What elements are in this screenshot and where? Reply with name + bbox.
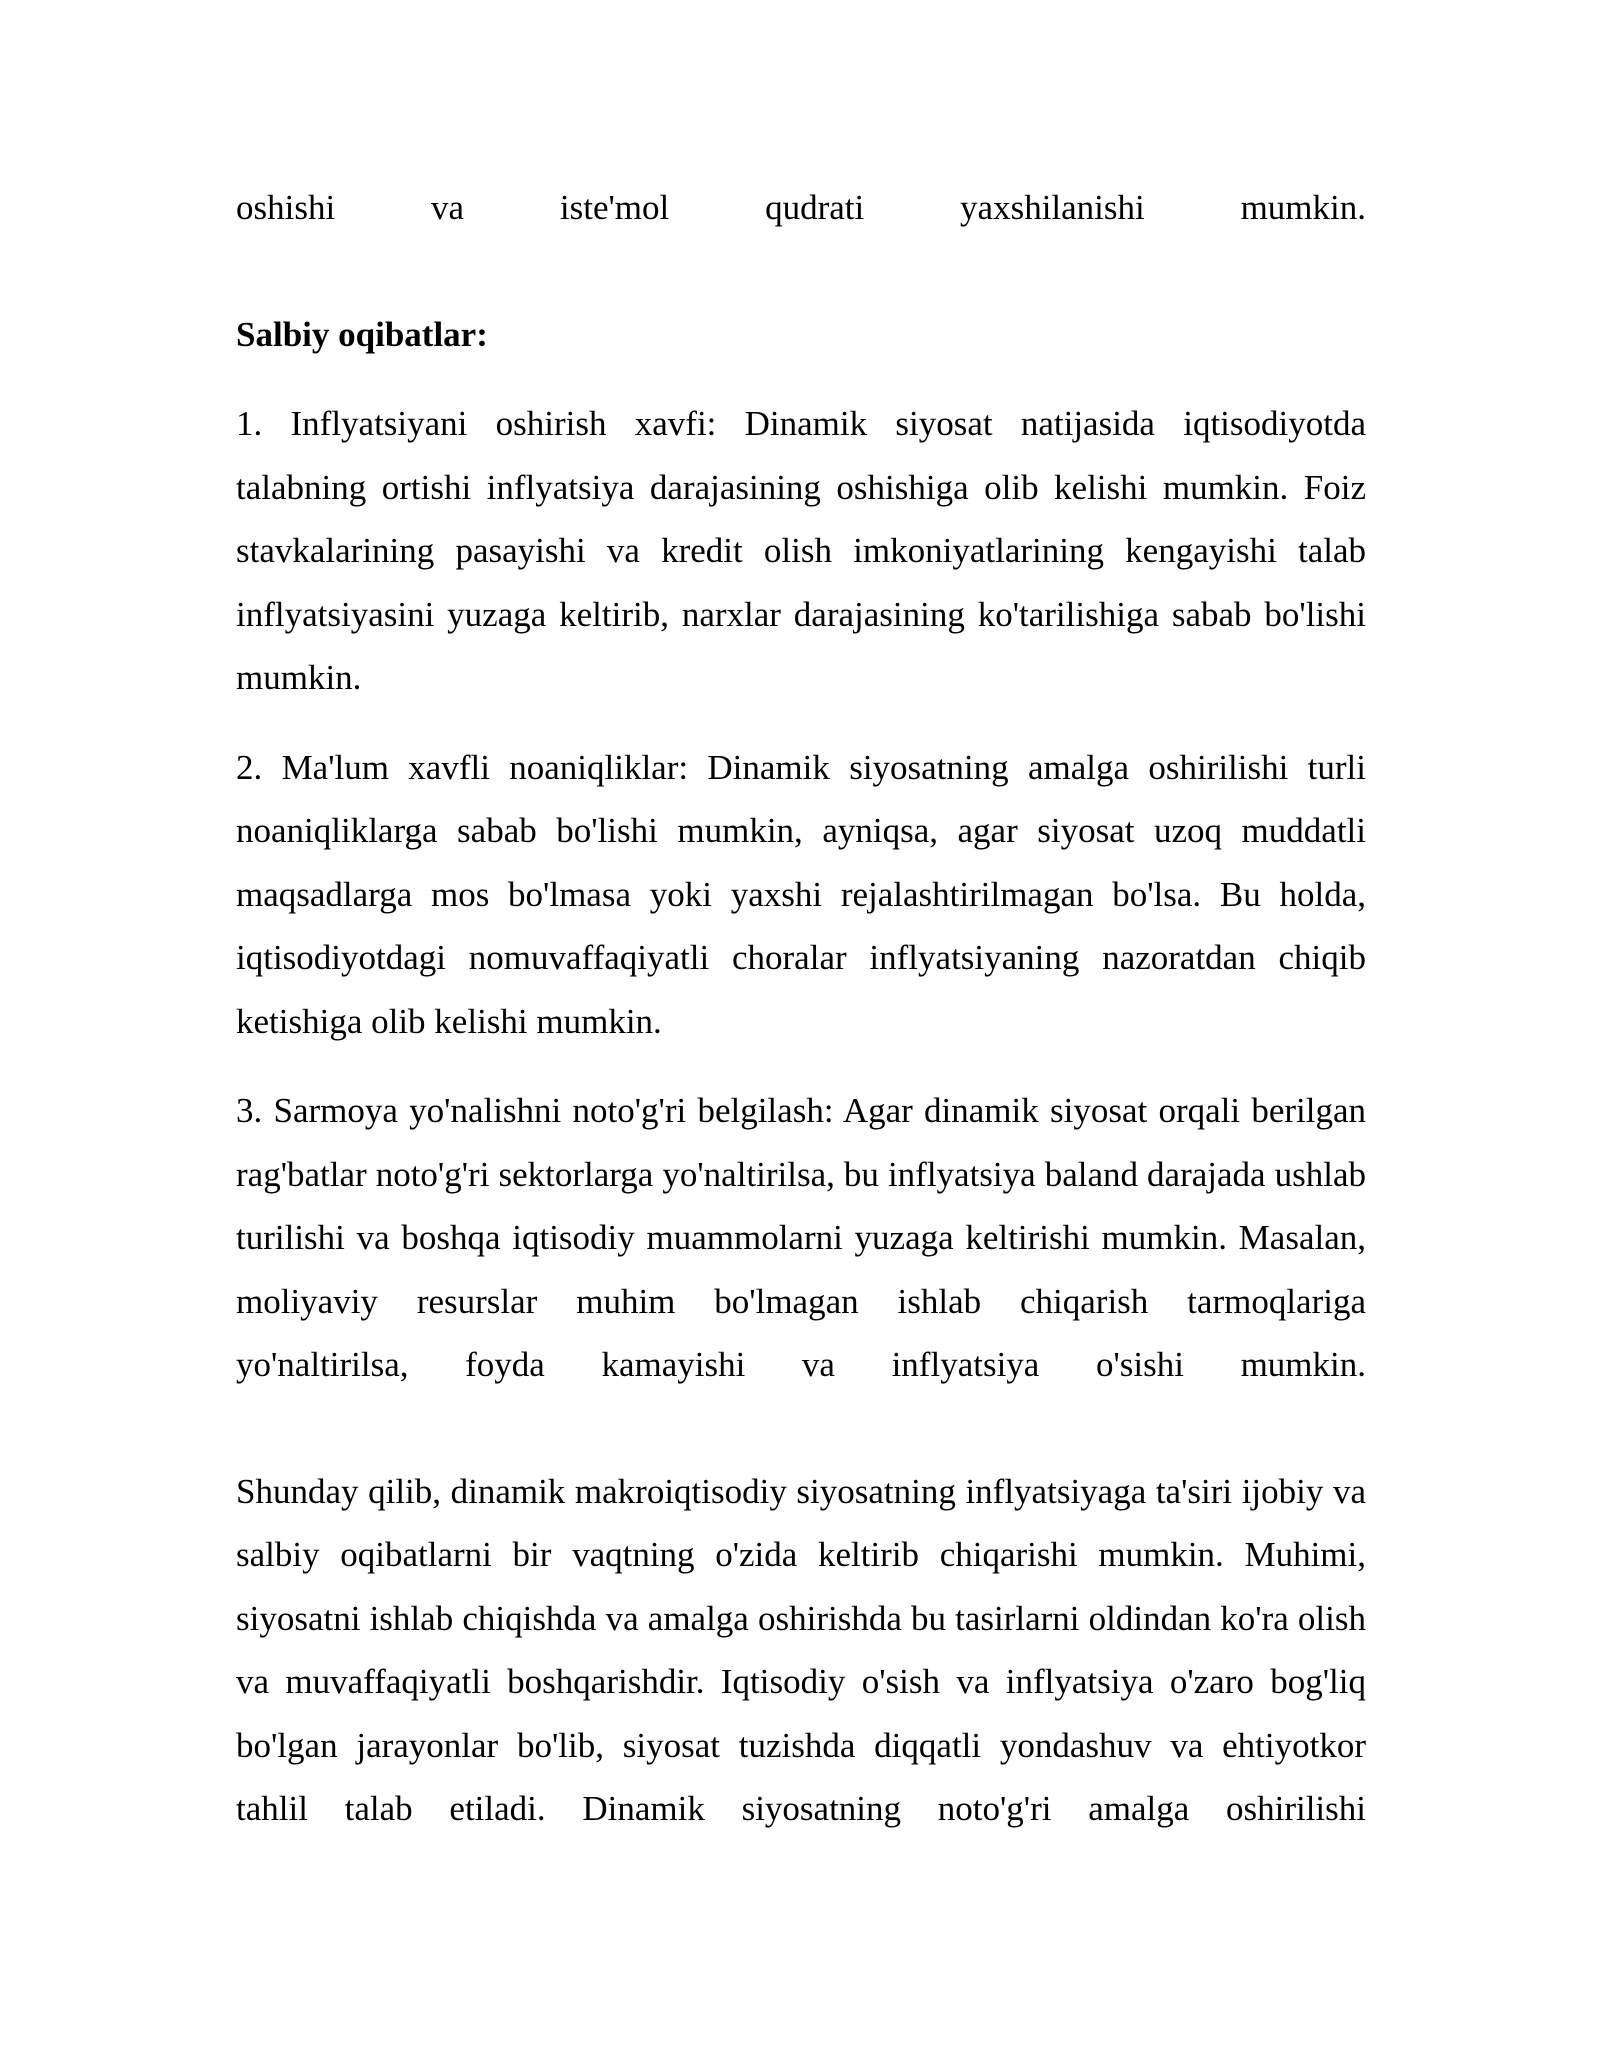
list-item-3: 3. Sarmoya yo'nalishni noto'g'ri belgilash: Agar dinamik siyosat orqali berilgan rag'batlar noto'g'ri sektorlarga yo'naltirilsa, bu inflyatsiya baland darajada ushlab turilishi va boshqa iqtisodiy muammolarni yuzaga keltirishi mumkin. Masalan, moliyaviy resurslar muhim bo'lmagan ishlab chiqarish tarmoqlariga yo'naltirilsa, foyda kamayishi va inflyatsiya o'sishi mumkin.	[236, 1091, 1366, 1384]
list-item-1: 1. Inflyatsiyani oshirish xavfi: Dinamik siyosat natijasida iqtisodiyotda talabning ortishi inflyatsiya darajasining oshishiga olib kelishi mumkin. Foiz stavkalarining pasayishi va kredit olish imkoniyatlarining kengayishi talab inflyatsiyasini yuzaga keltirib, narxlar darajasining ko'tarilishiga sabab bo'lishi mumkin.	[236, 404, 1366, 697]
list-item-2: 2. Ma'lum xavfli noaniqliklar: Dinamik siyosatning amalga oshirilishi turli noaniqliklarga sabab bo'lishi mumkin, ayniqsa, agar siyosat uzoq muddatli maqsadlarga mos bo'lmasa yoki yaxshi rejalashtirilmagan bo'lsa. Bu holda, iqtisodiyotdagi nomuvaffaqiyatli choralar inflyatsiyaning nazoratdan chiqib ketishiga olib kelishi mumkin.	[236, 747, 1366, 1041]
intro-paragraph: oshishi va iste'mol qudrati yaxshilanishi mumkin.	[236, 188, 1366, 227]
conclusion-paragraph: Shunday qilib, dinamik makroiqtisodiy siyosatning inflyatsiyaga ta'siri ijobiy va salbiy oqibatlarni bir vaqtning o'zida keltirib chiqarishi mumkin. Muhimi, siyosatni ishlab chiqishda va amalga oshirishda bu tasirlarni oldindan ko'ra olish va muvaffaqiyatli boshqarishdir. Iqtisodiy o'sish va inflyatsiya o'zaro bog'liq bo'lgan jarayonlar bo'lib, siyosat tuzishda diqqatli yondashuv va ehtiyotkor tahlil talab etiladi. Dinamik siyosatning noto'g'ri amalga oshirilishi	[236, 1471, 1366, 1828]
section-heading: Salbiy oqibatlar:	[236, 314, 488, 354]
document-page	[236, 176, 1366, 1841]
